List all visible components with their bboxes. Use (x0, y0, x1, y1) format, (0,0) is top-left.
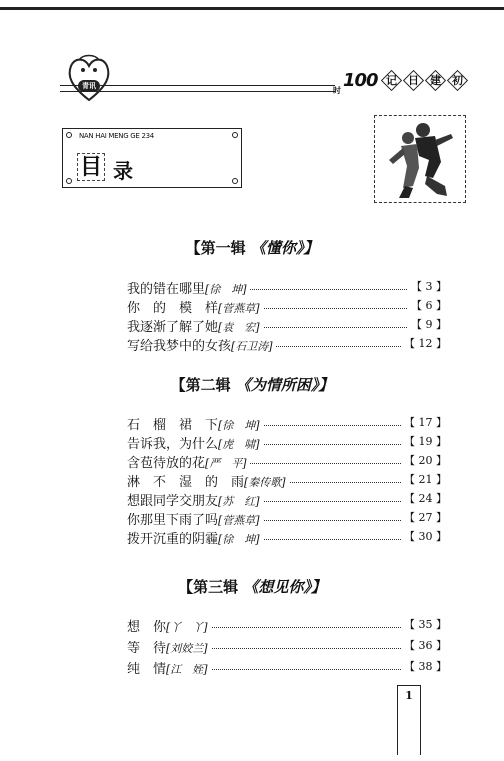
corner-circle (66, 132, 72, 138)
toc-entry[interactable]: 想跟同学交朋友[苏 红] 【 24 】 (127, 492, 447, 509)
top-rule (0, 7, 504, 10)
section-heading-2: 【第二辑 《为情所困》】 (170, 376, 334, 394)
corner-circle (66, 178, 72, 184)
toc-entry[interactable]: 我的错在哪里[徐 坤] 【 3 】 (127, 280, 447, 297)
toc-entry[interactable]: 等 待[刘姣兰] 【 36 】 (127, 639, 447, 656)
series-prefix: 时 (333, 85, 341, 95)
corner-circle (232, 132, 238, 138)
toc-title-second: 录 (113, 159, 133, 183)
toc-entry[interactable]: 纯 情[江 姪] 【 38 】 (127, 660, 447, 677)
series-char-4: 初 (447, 70, 468, 91)
toc-entry[interactable]: 你那里下雨了吗[菅燕草] 【 27 】 (127, 511, 447, 528)
couple-figure-icon (375, 116, 465, 202)
toc-entry[interactable]: 我逐渐了解了她[袁 宏] 【 9 】 (127, 318, 447, 335)
section-heading-3: 【第三辑 《想见你》】 (178, 578, 326, 596)
toc-code: NAN HAI MENG GE 234 (79, 132, 154, 140)
page-number-stem (397, 705, 421, 755)
toc-entry[interactable]: 含苞待放的花[严 平] 【 20 】 (127, 454, 447, 471)
toc-entry[interactable]: 石 榴 裙 下[徐 坤] 【 17 】 (127, 416, 447, 433)
toc-entry[interactable]: 你 的 模 样[菅燕草] 【 6 】 (127, 299, 447, 316)
page-number: 1 (397, 685, 421, 706)
emblem-label: 青讯 (78, 80, 100, 92)
toc-title-box (62, 128, 242, 188)
toc-entry[interactable]: 写给我梦中的女孩[石卫涛] 【 12 】 (127, 337, 447, 354)
toc-entry[interactable]: 拨开沉重的阴霾[徐 坤] 【 30 】 (127, 530, 447, 547)
toc-entry[interactable]: 淋 不 湿 的 雨[秦传歌] 【 21 】 (127, 473, 447, 490)
toc-entry[interactable]: 想 你[丫 丫] 【 35 】 (127, 618, 447, 635)
series-number: 100 (343, 70, 378, 91)
toc-entry[interactable]: 告诉我，为什么[虎 啸] 【 19 】 (127, 435, 447, 452)
toc-title-first: 目 (77, 153, 105, 181)
heart-emblem-icon (65, 52, 113, 104)
section-heading-1: 【第一辑 《懂你》】 (185, 239, 319, 257)
page-number-tab (397, 685, 421, 755)
corner-circle (232, 178, 238, 184)
dancing-couple-illustration (374, 115, 466, 203)
series-char-3: 建 (425, 70, 446, 91)
series-char-2: 日 (403, 70, 424, 91)
series-char-1: 记 (381, 70, 402, 91)
